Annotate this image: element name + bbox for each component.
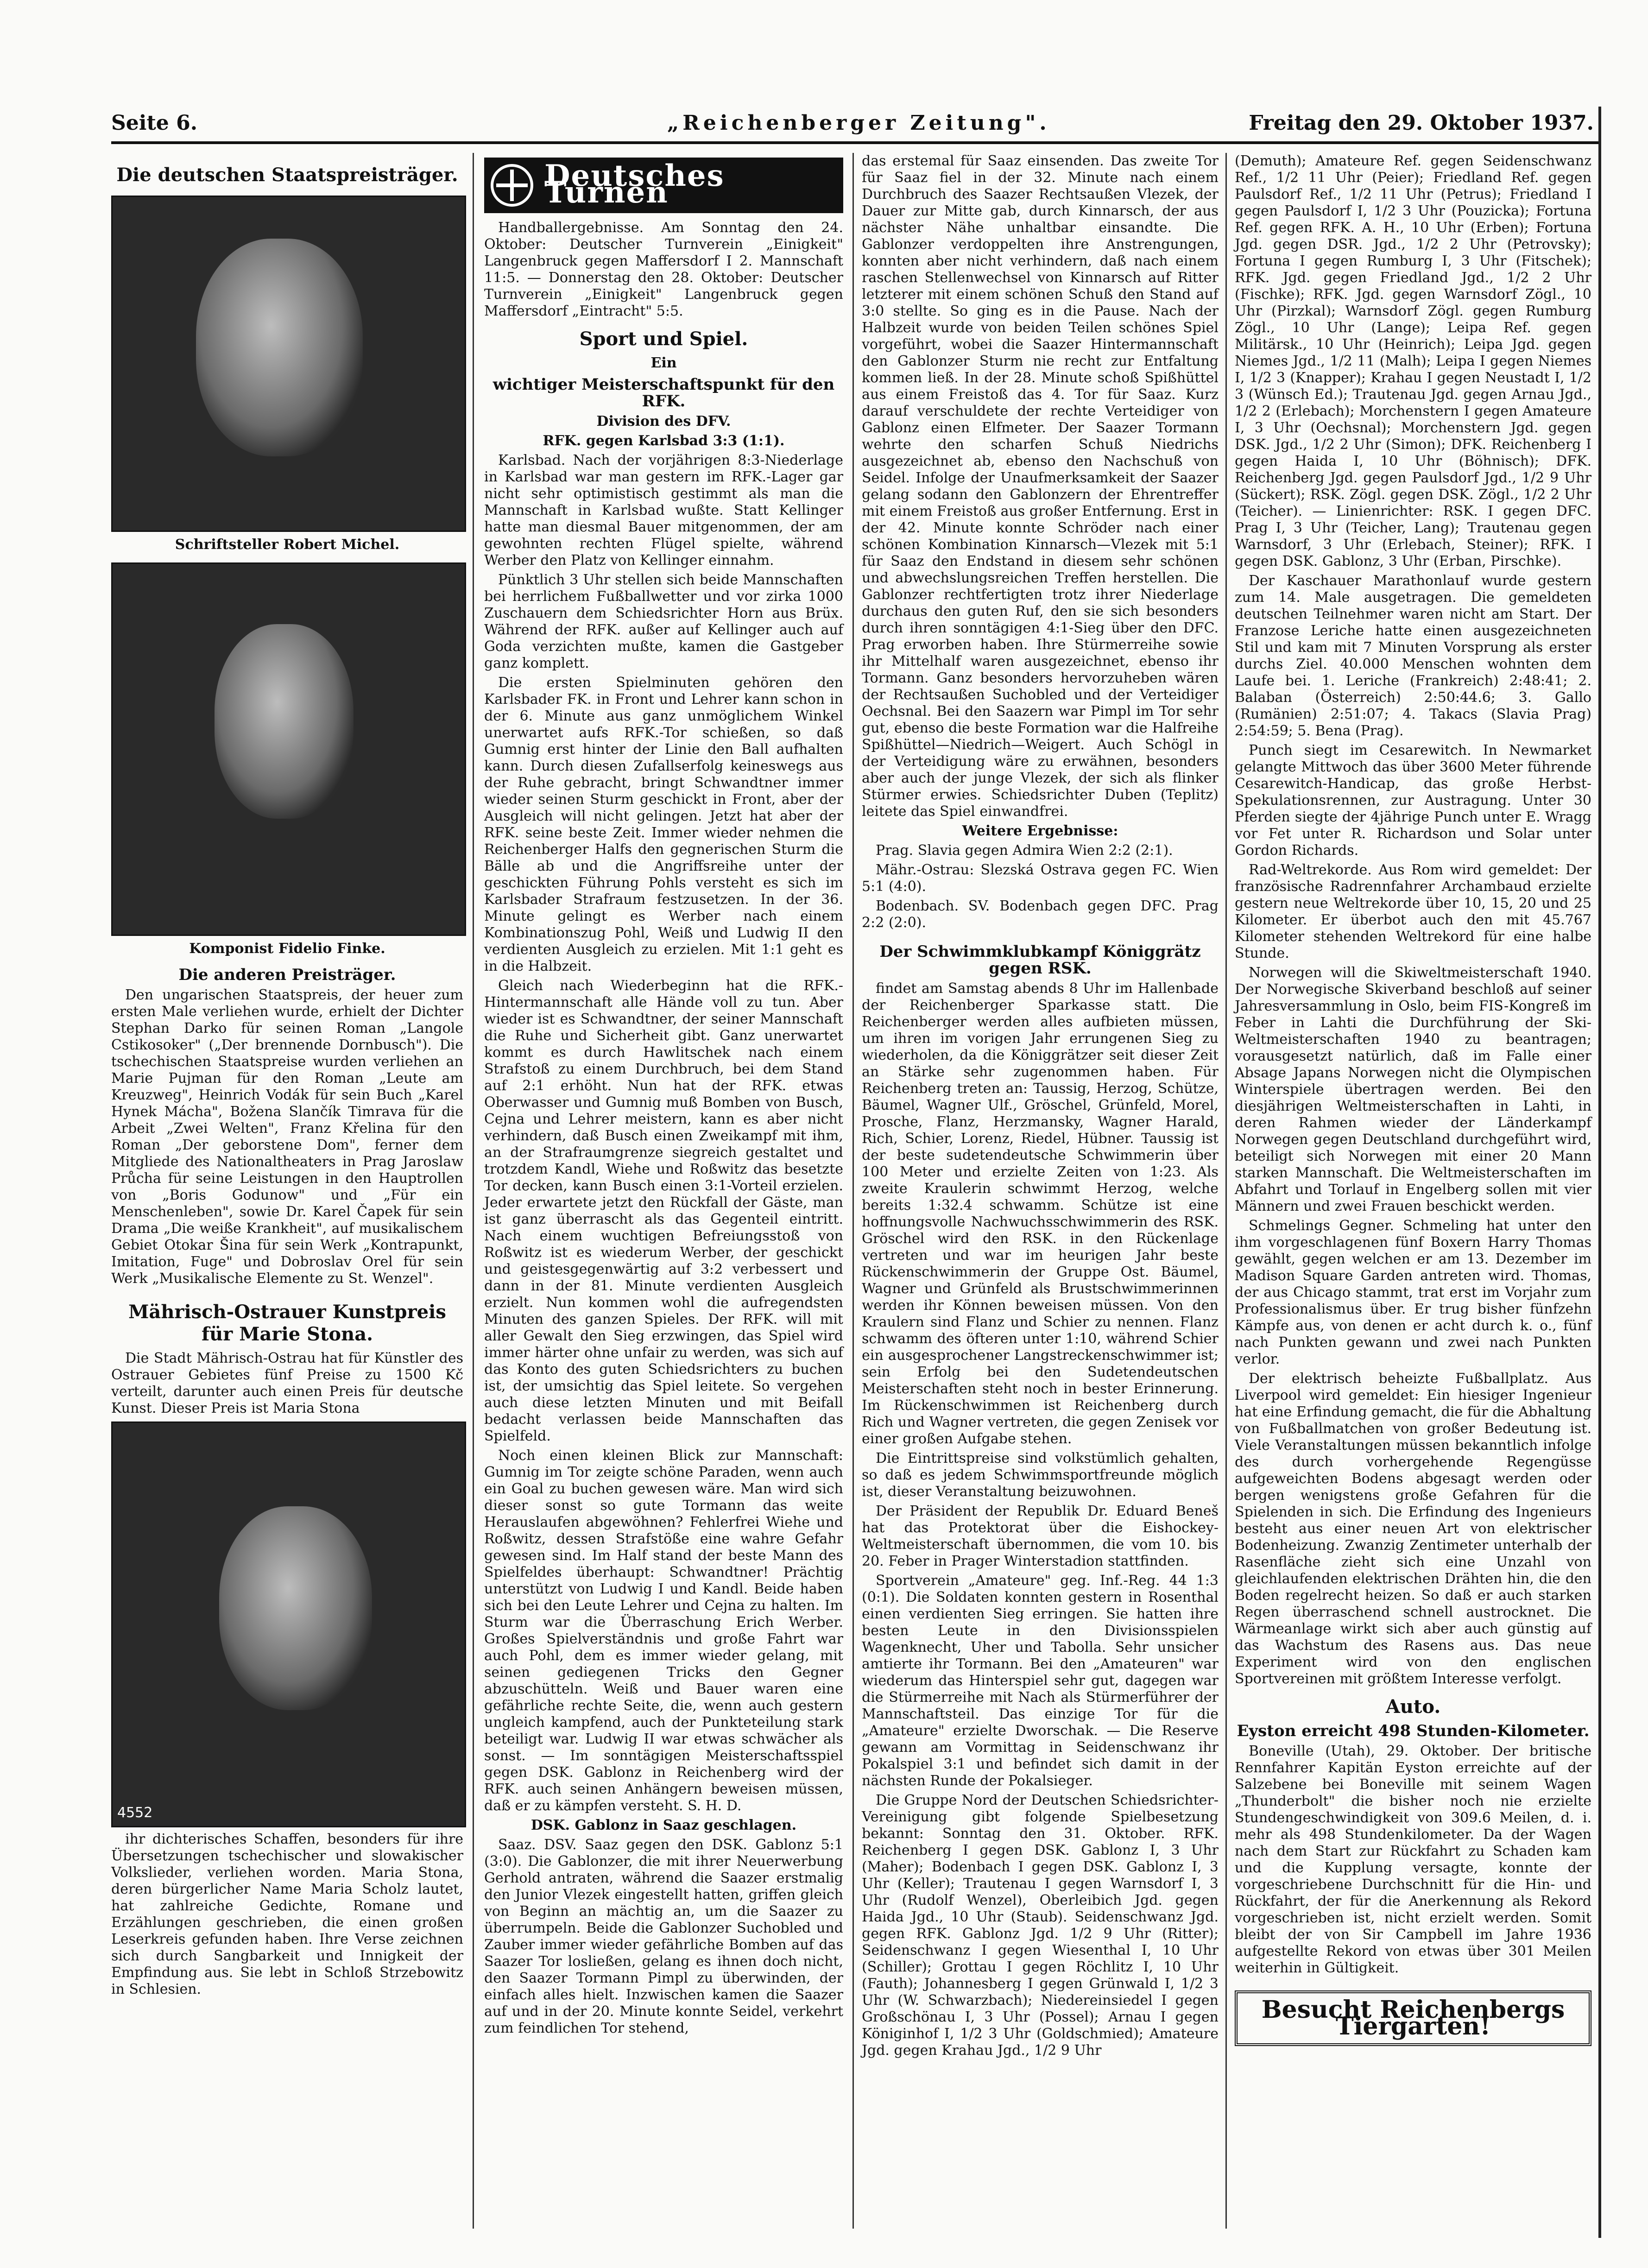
- photo-number: 4552: [117, 1805, 153, 1821]
- section-title: Auto.: [1385, 1696, 1441, 1718]
- article-paragraph: Schmelings Gegner. Schmeling hat unter den ihm vorgeschlagenen fünf Boxern Harry Thomas gewählt, gegen welchen er am 13. Dezember im Madison Square Garden antreten wird. Thomas, der aus Chicago stammt, trat erst im Vorjahr zum Professionalismus über. Er trug bisher fünfzehn Kämpfe aus, von denen er acht durch k. o., fünf nach Punkten gewann und zwei nach Punkten verlor.: [1235, 1218, 1591, 1367]
- article-paragraph: Karlsbad. Nach der vorjährigen 8:3-Niederlage in Karlsbad war man gestern im RFK.-Lager gar nicht sehr optimistisch gestimmt als man die Mannschaft in Karlsbad wußte. Statt Kellinger hatte man diesmal Bauer mitgenommen, der am gewohnten rechten Flügel spielte, während Werber den Platz von Kellinger einnahm.: [484, 452, 843, 569]
- section-banner: [484, 158, 843, 213]
- portrait-photo-fidelio-finke: [111, 562, 466, 936]
- article-paragraph: Pünktlich 3 Uhr stellen sich beide Mannschaften bei herrlichem Fußballwetter und vor zirka 1000 Zuschauern dem Schiedsrichter Horn aus Brüx. Während der RFK. außer auf Kellinger auch auf Goda verzichten mußte, kamen die Gastgeber ganz komplett.: [484, 572, 843, 671]
- article-subtitle: DSK. Gablonz in Saaz geschlagen.: [530, 1817, 797, 1833]
- article-paragraph: Die Gruppe Nord der Deutschen Schiedsrichter-Vereinigung gibt folgende Spielbesetzung bekannt: Sonntag den 31. Oktober. RFK. Reichenberg I gegen DSK. Gablonz I, 3 Uhr (Maher); Bodenbach I gegen DSK. Gablonz I, 3 Uhr (Keller); Trautenau I gegen Warnsdorf I, 3 Uhr (Rudolf Wenzel), Oberleibich Jgd. gegen Haida Jgd., 10 Uhr (Staub). Seidenschwanz Jgd. gegen RFK. Gablonz Jgd. 1/2 9 Uhr (Ritter); Seidenschwanz I gegen Wiesenthal I, 10 Uhr (Schiller); Grottau I gegen Röchlitz I, 10 Uhr (Fauth); Johannesberg I gegen Grünwald I, 1/2 3 Uhr (W. Schwarzbach); Niedereinsiedel I gegen Großschönau I, 3 Uhr (Possel); Arnau I gegen Königinhof I, 1/2 3 Uhr (Goldschmied); Amateure Jgd. gegen Krahau Jgd., 1/2 9 Uhr: [862, 1792, 1219, 2059]
- article-paragraph: Rad-Weltrekorde. Aus Rom wird gemeldet: Der französische Radrennfahrer Archambaud erzielte gestern neue Weltrekorde über 10, 15, 20 und 25 Kilometer. Er überbot auch den mit 45.767 Kilometer stehenden Weltrekord für eine halbe Stunde.: [1235, 862, 1591, 961]
- article-subtitle: Die anderen Preisträger.: [178, 966, 396, 984]
- article-paragraph: Sportverein „Amateure" geg. Inf.-Reg. 44 1:3 (0:1). Die Soldaten konnten gestern in Rosenthal einen verdienten Sieg erringen. Sie hatten ihre besten Leute in den Divisionsspielen Wagenknecht, Uher und Tabolla. Sehr unsicher amtierte ihr Tormann. Bei den „Amateuren" war wiederum das Hinterspiel sehr gut, dagegen war die Stürmerreihe mit Nach als Stürmerführer der Mannschaftsteil. Das einzige Tor für die „Amateure" erzielte Dworschak. — Die Reserve gewann am Vormittag in Seidenschwanz ihr Pokalspiel 3:1 und befindet sich damit in der nächsten Runde der Pokalsieger.: [862, 1573, 1219, 1789]
- right-edge-rule: [1598, 107, 1601, 2238]
- article-paragraph: findet am Samstag abends 8 Uhr im Hallenbade der Reichenberger Sparkasse statt. Die Reichenberger werden alles aufbieten müssen, um ihren im vorigen Jahr errungenen Sieg zu wiederholen, da die Königgrätzer seit dieser Zeit an Stärke sehr zugenommen haben. Für Reichenberg treten an: Taussig, Herzog, Schütze, Bäumel, Wagner Ulf., Gröschel, Grünfeld, Morel, Prosche, Flanz, Herzmansky, Wagner Harald, Rich, Schier, Lorenz, Riedel, Hübner. Taussig ist der beste sudetendeutsche Schwimmerin über 100 Meter und erzielte Zeiten von 1:23. Als zweite Kraulerin schwimmt Herzog, welche bereits 1:32.4 schwamm. Schütze ist eine hoffnungsvolle Nachwuchsschwimmerin des RSK. Gröschel wird den RSK. in den Rückenlage vertreten und war im heurigen Jahr beste Rückenschwimmerin der Gruppe Ost. Bäumel, Wagner und Grünfeld als Brustschwimmerinnen werden ihr Können beweisen müssen. Von den Kraulern sind Flanz und Schier zu nennen. Flanz schwamm des öfteren unter 1:10, während Schier ein ausgesprochener Langstreckenschwimmer ist; sein Erfolg bei den Sudetendeutschen Meisterschaften steht noch in bester Erinnerung. Im Rückenschwimmen ist Reichenberg durch Rich und Wagner vertreten, die gegen Zenisek vor einer großen Aufgabe stehen.: [862, 980, 1219, 1447]
- article-title: Mährisch-Ostrauer Kunstpreis für Marie Stona.: [128, 1301, 446, 1345]
- column-divider: [1225, 153, 1227, 2229]
- article-title: Eyston erreicht 498 Stunden-Kilometer.: [1237, 1722, 1590, 1740]
- article-paragraph: Der elektrisch beheizte Fußballplatz. Aus Liverpool wird gemeldet: Ein hiesiger Ingenieur hat eine Erfindung gemacht, die für die Abhaltung von Fußballmatchen von großer Bedeutung ist. Viele Veranstaltungen müssen bekanntlich infolge des durch vorhergehende Regengüsse aufgeweichten Bodens abgesagt werden oder bergen wenigstens große Gefahren für die Spielenden in sich. Die Erfindung des Ingenieurs besteht aus einer neuen Art von elektrischer Bodenheizung. Zwanzig Zentimeter unterhalb der Rasenfläche zieht sich eine Unzahl von gleichlaufenden elektrischen Drähten hin, die den Boden regelrecht heizen. So daß er auch starken Regen überraschend schnell austrocknet. Die Wärmeanlage wirkt sich aber auch günstig auf das Wachstum des Rasens aus. Das neue Experiment wird von den englischen Sportvereinen mit größtem Interesse verfolgt.: [1235, 1371, 1591, 1687]
- column-divider: [473, 153, 474, 2229]
- article-paragraph: Saaz. DSV. Saaz gegen den DSK. Gablonz 5:1 (3:0). Die Gablonzer, die mit ihrer Neuerwerbung Gerhold antraten, während die Saazer erstmalig den Junior Vlezek eingestellt hatten, griffen gleich von Beginn an mächtig an, um die Saazer zu überrumpeln. Beide die Gablonzer Suchobled und Zauber immer wieder gefährliche Bomben auf das Saazer Tor losließen, gelang es ihnen doch nicht, den Saazer Tormann Pimpl zu überwinden, der einfach alles hielt. Inzwischen kamen die Saazer auf und in der 20. Minute konnte Seidel, verkehrt zum feindlichen Tor stehend,: [484, 1837, 843, 2036]
- column-3: [862, 153, 1219, 2062]
- article-subtitle: Ein: [650, 355, 677, 371]
- article-subtitle: Division des DFV.: [596, 413, 731, 430]
- article-paragraph: Der Kaschauer Marathonlauf wurde gestern zum 14. Male ausgetragen. Die gemeldeten deutschen Teilnehmer waren nicht am Start. Der Franzose Leriche hatte einen ausgezeichneten Stil und kam mit 7 Minuten Vorsprung als erster durchs Ziel. 40.000 Menschen wohnten dem Laufe bei. 1. Leriche (Frankreich) 2:48:41; 2. Balaban (Österreich) 2:50:44.6; 3. Gallo (Rumänien) 2:51:07; 4. Takacs (Slavia Prag) 2:54:59; 5. Bena (Prag).: [1235, 573, 1591, 739]
- banner-title: Deutsches Turnen: [544, 158, 725, 210]
- section-title: Sport und Spiel.: [579, 328, 748, 350]
- article-paragraph: Bodenbach. SV. Bodenbach gegen DFC. Prag 2:2 (2:0).: [862, 898, 1219, 931]
- article-paragraph: Die Stadt Mährisch-Ostrau hat für Künstler des Ostrauer Gebietes fünf Preise zu 1500 Kč verteilt, darunter auch einen Preis für deutsche Kunst. Dieser Preis ist Maria Stona: [111, 1350, 463, 1416]
- turner-cross-icon: [491, 164, 533, 207]
- article-subtitle: Weitere Ergebnisse:: [962, 823, 1118, 839]
- article-paragraph: ihr dichterisches Schaffen, besonders für ihre Übersetzungen tschechischer und slowakischer Volkslieder, verliehen worden. Maria Stona, deren bürgerlicher Name Maria Scholz lautet, hat zahlreiche Gedichte, Romane und Erzählungen geschrieben, die einen großen Leserkreis gefunden haben. Ihre Verse zeichnen sich durch Sangbarkeit und Innigkeit der Empfindung aus. Sie lebt in Schloß Strzebowitz in Schlesien.: [111, 1831, 463, 1997]
- article-paragraph: Prag. Slavia gegen Admira Wien 2:2 (2:1).: [876, 842, 1173, 859]
- column-4: [1235, 153, 1591, 2046]
- article-paragraph: Den ungarischen Staatspreis, der heuer zum ersten Male verliehen wurde, erhielt der Dichter Stephan Darko für seinen Roman „Langole Cstikosoker" („Der brennende Dornbusch"). Die tschechischen Staatspreise wurden verliehen an Marie Pujman für den Roman „Leute am Kreuzweg", Heinrich Vodák für sein Buch „Karel Hynek Mácha", Božena Slančík Timrava für die Arbeit „Zwei Welten", Franz Křelina für den Roman „Der geborstene Dom", ferner dem Mitgliede des Nationaltheaters in Prag Jaroslaw Průcha für seine Leistungen in den Hauptrollen von „Boris Godunow" und „Für ein Menschenleben", sowie Dr. Karel Čapek für sein Drama „Die weiße Krankheit", auf musikalischem Gebiet Otokar Šina für sein Werk „Kontrapunkt, Imitation, Fuge" und Dobroslav Orel für sein Werk „Musikalische Elemente zu St. Wenzel".: [111, 987, 463, 1287]
- advertisement-box: Besucht Reichenbergs Tiergarten!: [1235, 1990, 1591, 2046]
- issue-date: Freitag den 29. Oktober 1937.: [1249, 111, 1594, 135]
- article-paragraph: (Demuth); Amateure Ref. gegen Seidenschwanz Ref., 1/2 11 Uhr (Peier); Friedland Ref. gegen Paulsdorf Ref., 1/2 11 Uhr (Petrus); Friedland I gegen Paulsdorf I, 1/2 3 Uhr (Pouzicka); Fortuna Ref. gegen RFK. A. H., 10 Uhr (Erben); Fortuna Jgd. gegen DSR. Jgd., 1/2 2 Uhr (Petrovsky); Fortuna I gegen Rumburg I, 3 Uhr (Fitschek); RFK. Jgd. gegen Friedland Jgd., 1/2 2 Uhr (Fischke); RFK. Jgd. gegen Warnsdorf Zögl., 10 Uhr (Pirzkal); Warnsdorf Zögl. gegen Rumburg Zögl., 10 Uhr (Lange); Leipa Ref. gegen Militärsk., 10 Uhr (Heinrich); Leipa Jgd. gegen Niemes Jgd., 1/2 11 (Malh); Leipa I gegen Niemes I, 1/2 3 (Knapper); Krahau I gegen Neustadt I, 1/2 3 (Wünsch Ed.); Trautenau Jgd. gegen Arnau Jgd., 1/2 2 (Erlebach); Morchenstern I gegen Amateure I, 3 Uhr (Oechsnal); Morchenstern Jgd. gegen DSK. Jgd., 1/2 2 Uhr (Simon); DFK. Reichenberg I gegen Haida I, 10 Uhr (Böhnisch); DFK. Reichenberg Jgd. gegen Paulsdorf Jgd., 1/2 9 Uhr (Sückert); RSK. Zögl. gegen DSK. Zögl., 1/2 2 Uhr (Teicher). — Linienrichter: RSK. I gegen DFC. Prag I, 3 Uhr (Teicher, Lang); Trautenau gegen Warnsdorf, 3 Uhr (Erlebach, Steiner); RFK. I gegen DSK. Gablonz, 3 Uhr (Erban, Pirschke).: [1235, 153, 1591, 569]
- column-2: [484, 153, 843, 2040]
- page-number: Seite 6.: [111, 111, 198, 135]
- article-paragraph: Handballergebnisse. Am Sonntag den 24. Oktober: Deutscher Turnverein „Einigkeit" Langenbruck gegen Maffersdorf I 2. Mannschaft 11:5. — Donnerstag den 28. Oktober: Deutscher Turnverein „Einigkeit" Langenbruck gegen Maffersdorf „Eintracht" 5:5.: [484, 220, 843, 319]
- page-header: [111, 107, 1594, 139]
- newspaper-name: „Reichenberger Zeitung".: [667, 111, 1050, 135]
- article-paragraph: Boneville (Utah), 29. Oktober. Der britische Rennfahrer Kapitän Eyston erreichte auf der Salzebene bei Boneville mit seinem Wagen „Thunderbolt" die bisher noch nie erzielte Stundengeschwindigkeit von 309.6 Meilen, d. i. mehr als 498 Stundenkilometer. Da der Wagen nach dem Start zur Rückfahrt zu Schaden kam und die Kupplung versagte, konnte der vorgeschriebene Durchschnitt für die Hin- und Rückfahrt, der für die Anerkennung als Rekord vorgeschrieben ist, nicht erzielt werden. Somit bleibt der von Sir Campbell im Jahre 1936 aufgestellte Rekord von etwas über 301 Meilen weiterhin in Gültigkeit.: [1235, 1743, 1591, 1976]
- article-paragraph: Der Präsident der Republik Dr. Eduard Beneš hat das Protektorat über die Eishockey-Weltmeisterschaft übernommen, die vom 10. bis 20. Feber in Prager Winterstadion stattfinden.: [862, 1503, 1219, 1569]
- article-paragraph: Die Eintrittspreise sind volkstümlich gehalten, so daß es jedem Schwimmsportfreunde möglich ist, dieser Veranstaltung beizuwohnen.: [862, 1450, 1219, 1500]
- article-paragraph: Mähr.-Ostrau: Slezská Ostrava gegen FC. Wien 5:1 (4:0).: [862, 862, 1219, 895]
- article-subtitle: RFK. gegen Karlsbad 3:3 (1:1).: [543, 433, 785, 449]
- article-paragraph: Die ersten Spielminuten gehören den Karlsbader FK. in Front und Lehrer kann schon in der 6. Minute aus ganz unmöglichem Winkel unerwartet aufs RFK.-Tor schießen, so daß Gumnig erst hinter der Linie den Ball aufhalten kann. Durch diesen Zufallserfolg keineswegs aus der Ruhe gebracht, bringt Schwandtner immer wieder seinen Sturm geschickt in Front, aber der Ausgleich will nicht gelingen. Jetzt hat aber der RFK. seine beste Zeit. Immer wieder nehmen die Reichenberger Halfs den gegnerischen Sturm die Bälle ab und die Angriffsreihe unter der geschickten Führung Pohls versteht es sich im Karlsbader Strafraum festzusetzen. In der 36. Minute gelingt es Werber nach einem Kombinationszug Pohl, Weiß und Ludwig II den verdienten Ausgleich zu erzielen. Mit 1:1 geht es in die Halbzeit.: [484, 675, 843, 974]
- article-paragraph: das erstemal für Saaz einsenden. Das zweite Tor für Saaz fiel in der 32. Minute nach einem Durchbruch des Saazer Rechtsaußen Vlezek, der Dauer zur Mitte gab, durch Kinnarsch, der aus nächster Nähe unhaltbar einsandte. Die Gablonzer verdoppelten ihre Anstrengungen, konnten aber nicht verhindern, daß nach einem raschen Stellenwechsel von Kinnarsch auf Ritter letzterer mit einem schönen Schuß den Stand auf 3:0 stellte. So ging es in die Pause. Nach der Halbzeit wurde von beiden Teilen schönes Spiel vorgeführt, wobei die Saazer Hintermannschaft den Gablonzer Sturm nie recht zur Entfaltung kommen ließ. In der 28. Minute schoß Spißhüttel aus einem Freistoß das 4. Tor für Saaz. Kurz darauf verschuldete der rechte Verteidiger von Gablonz einen Elfmeter. Der Saazer Tormann wehrte den scharfen Schuß Niedrichs ausgezeichnet ab, ebenso den Nachschuß von Seidel. Infolge der Unaufmerksamkeit der Saazer gelang sodann den Gablonzern der Ehrentreffer mit einem Freistoß aus großer Entfernung. Erst in der 42. Minute konnte Schröder nach einer schönen Kombination Kinnarsch—Vlezek mit 5:1 für Saaz den Endstand in diesem sehr schönen und abwechslungsreichen Treffen herstellen. Die Gablonzer rechtfertigten trotz ihrer Niederlage durchaus den guten Ruf, den sie sich besonders durch ihren sonntägigen 4:1-Sieg über den DFC. Prag erworben haben. Ihre Stürmerreihe sowie ihr Mittelhalf waren ausgezeichnet, ebenso ihr Tormann. Ganz besonders hervorzuheben wären der Rechtsaußen Suchobled und der Verteidiger Oechsnal. Bei den Saazern war Pimpl im Tor sehr gut, ebenso die beste Formation war die Halfreihe Spißhüttel—Niedrich—Weigert. Auch Schögl in der Verteidigung wäre zu erwähnen, besonders aber auch der junge Vlezek, der sich als flinker Stürmer erwies. Schiedsrichter Duben (Teplitz) leitete das Spiel einwandfrei.: [862, 153, 1219, 820]
- column-1: [111, 153, 463, 2001]
- portrait-photo-marie-stona: [111, 1421, 466, 1827]
- column-divider: [852, 153, 854, 2229]
- article-paragraph: Norwegen will die Skiweltmeisterschaft 1940. Der Norwegische Skiverband beschloß auf seiner Jahresversammlung in Oslo, beim FIS-Kongreß im Feber in Lahti die Durchführung der Ski-Weltmeisterschaften 1940 zu beantragen; vorausgesetzt natürlich, daß im Falle einer Absage Japans Norwegen nicht die Olympischen Winterspiele übertragen werden. Bei den diesjährigen Weltmeisterschaften in Lahti, in deren Rahmen wieder der Länderkampf Norwegen gegen Deutschland durchgeführt wird, beteiligt sich Norwegen mit einer 20 Mann starken Mannschaft. Die Weltmeisterschaften im Abfahrt und Torlauf in Engelberg sollen mit vier Männern und zwei Frauen beschickt werden.: [1235, 965, 1591, 1214]
- photo-caption: Schriftsteller Robert Michel.: [175, 537, 400, 553]
- article-paragraph: Punch siegt im Cesarewitch. In Newmarket gelangte Mittwoch das über 3600 Meter führende Cesarewitch-Handicap, das große Herbst-Spekulationsrennen, zur Austragung. Unter 30 Pferden siegte der 4jährige Punch unter E. Wragg vor Fet unter R. Richardson und Solar unter Gordon Richards.: [1235, 742, 1591, 859]
- article-title: wichtiger Meisterschaftspunkt für den RFK.: [493, 375, 835, 411]
- article-title: Die deutschen Staatspreisträger.: [116, 164, 458, 186]
- photo-caption: Komponist Fidelio Finke.: [189, 941, 385, 957]
- header-rule: [111, 141, 1598, 144]
- portrait-photo-robert-michel: [111, 196, 466, 532]
- article-title: Der Schwimmklubkampf Königgrätz gegen RSK.: [879, 942, 1201, 978]
- article-paragraph: Noch einen kleinen Blick zur Mannschaft: Gumnig im Tor zeigte schöne Paraden, wenn auch ein Goal zu buchen gewesen wäre. Man wird sich dieser sonst so gute Tormann das weite Herauslaufen abgewöhnen? Fehlerfrei Wiehe und Roßwitz, dessen Strafstöße eine wahre Gefahr gewesen sind. Im Half stand der beste Mann des Spielfeldes überhaupt: Schwandtner! Prächtig unterstützt von Ludwig I und Kandl. Beide haben sich bei den Leute Lehrer und Cejna zu halten. Im Sturm war die Überraschung Erich Werber. Großes Spielverständnis und große Fahrt war auch Pohl, dem es immer wieder gelang, mit seinen gediegenen Tricks den Gegner abzuschütteln. Weiß und Bauer waren eine gefährliche rechte Seite, die, wenn auch gestern ungleich kampfend, auch der Punkteteilung stark beteiligt war. Ludwig II war etwas schwächer als sonst. — Im sonntägigen Meisterschaftsspiel gegen DSK. Gablonz in Reichenberg wird der RFK. auch seinen Anhängern beweisen müssen, daß er zu kämpfen versteht. S. H. D.: [484, 1447, 843, 1814]
- article-paragraph: Gleich nach Wiederbeginn hat die RFK.-Hintermannschaft alle Hände voll zu tun. Aber wieder ist es Schwandtner, der seiner Mannschaft die Ruhe und Sicherheit gibt. Ganz unerwartet kommt es durch Hawlitschek nach einem Strafstoß zu einem Durchbruch, bei dem Stand auf 2:1 erhöht. Nun hat der RFK. etwas Oberwasser und Gumnig muß Bomben von Busch, Cejna und Lehrer meistern, kann es aber nicht verhindern, daß Busch einen Zweikampf mit ihm, an der Strafraumgrenze siegreich gestaltet und trotzdem Kandl, Wiehe und Roßwitz das besetzte Tor decken, kann Busch einen 3:1-Vorteil erzielen. Jeder erwartete jetzt den Rückfall der Gäste, man ist ganz überrascht als das Gegenteil eintritt. Nach einem wuchtigen Befreiungsstoß von Roßwitz ist es wiederum Werber, der geschickt und geistesgegenwärtig auf 3:2 verbessert und dann in der 81. Minute verdienten Ausgleich erzielt. Nun kommen wohl die aufregendsten Minuten des ganzen Spieles. Der RFK. will mit aller Gewalt den Sieg erzwingen, das Spiel wird immer härter ohne unfair zu werden, was sich auf das Konto des guten Schiedsrichters zu buchen ist, der umsichtig das Spiel leitete. So vergehen auch diese letzten Minuten und mit Beifall bedacht verlassen beide Mannschaften das Spielfeld.: [484, 978, 843, 1444]
